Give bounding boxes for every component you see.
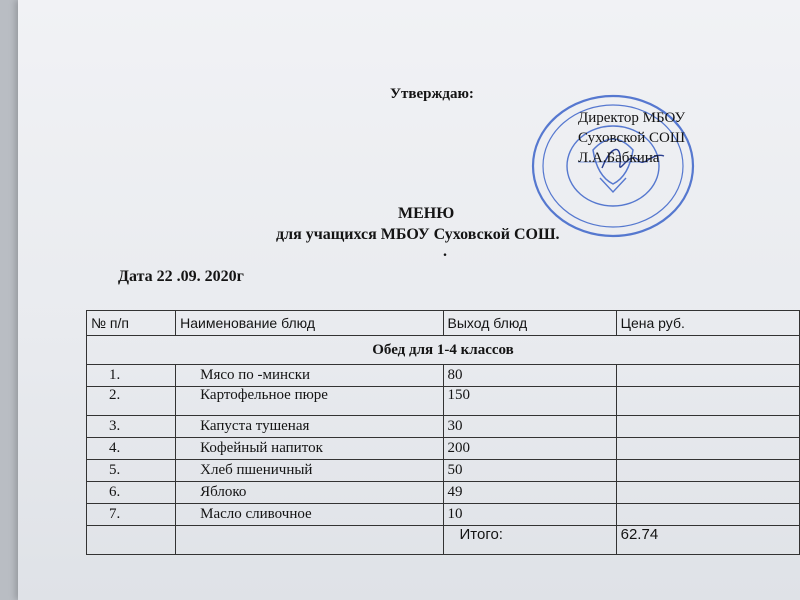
- row-number: 6.: [87, 482, 176, 504]
- table-row: [87, 504, 800, 526]
- row-yield: 80: [443, 365, 616, 387]
- row-number: 5.: [87, 460, 176, 482]
- total-empty-1: [87, 526, 176, 555]
- header-dish-name: Наименование блюд: [176, 311, 443, 336]
- document-subtitle: для учащихся МБОУ Суховской СОШ.: [276, 226, 560, 243]
- table-header-row: [87, 311, 800, 336]
- row-dish: Капуста тушеная: [176, 416, 443, 438]
- row-dish: Хлеб пшеничный: [176, 460, 443, 482]
- row-yield: 10: [443, 504, 616, 526]
- row-yield: 50: [443, 460, 616, 482]
- row-number: 1.: [87, 365, 176, 387]
- row-dish: Масло сливочное: [176, 504, 443, 526]
- table-row: [87, 482, 800, 504]
- row-price: [616, 482, 799, 504]
- header-yield: Выход блюд: [443, 311, 616, 336]
- table-row: [87, 460, 800, 482]
- document-title: МЕНЮ: [398, 205, 455, 222]
- row-dish: Кофейный напиток: [176, 438, 443, 460]
- document-page: [18, 0, 800, 600]
- row-number: 3.: [87, 416, 176, 438]
- table-row: [87, 387, 800, 416]
- row-price: [616, 387, 799, 416]
- total-value: 62.74: [616, 526, 799, 555]
- signatory-title: Директор МБОУ: [578, 110, 686, 126]
- row-price: [616, 438, 799, 460]
- row-yield: 30: [443, 416, 616, 438]
- total-label: Итого:: [443, 526, 616, 555]
- row-price: [616, 460, 799, 482]
- section-title: Обед для 1-4 классов: [87, 336, 800, 365]
- menu-table: [86, 310, 800, 555]
- row-dish: Мясо по -мински: [176, 365, 443, 387]
- row-price: [616, 504, 799, 526]
- table-row: [87, 365, 800, 387]
- header-number: № п/п: [87, 311, 176, 336]
- signatory-school: Суховской СОШ: [578, 130, 685, 146]
- total-row: [87, 526, 800, 555]
- row-number: 4.: [87, 438, 176, 460]
- row-number: 2.: [87, 387, 176, 416]
- row-yield: 150: [443, 387, 616, 416]
- section-row: [87, 336, 800, 365]
- table-row: [87, 438, 800, 460]
- row-number: 7.: [87, 504, 176, 526]
- row-dish: Яблоко: [176, 482, 443, 504]
- menu-date: Дата 22 .09. 2020г: [118, 268, 244, 285]
- row-price: [616, 416, 799, 438]
- header-price: Цена руб.: [616, 311, 799, 336]
- row-yield: 200: [443, 438, 616, 460]
- approval-heading: Утверждаю:: [390, 86, 474, 102]
- row-yield: 49: [443, 482, 616, 504]
- signatory-name: Л.А.Бабкина: [578, 150, 660, 166]
- total-empty-2: [176, 526, 443, 555]
- row-price: [616, 365, 799, 387]
- subtitle-dot: .: [443, 243, 447, 260]
- table-row: [87, 416, 800, 438]
- row-dish: Картофельное пюре: [176, 387, 443, 416]
